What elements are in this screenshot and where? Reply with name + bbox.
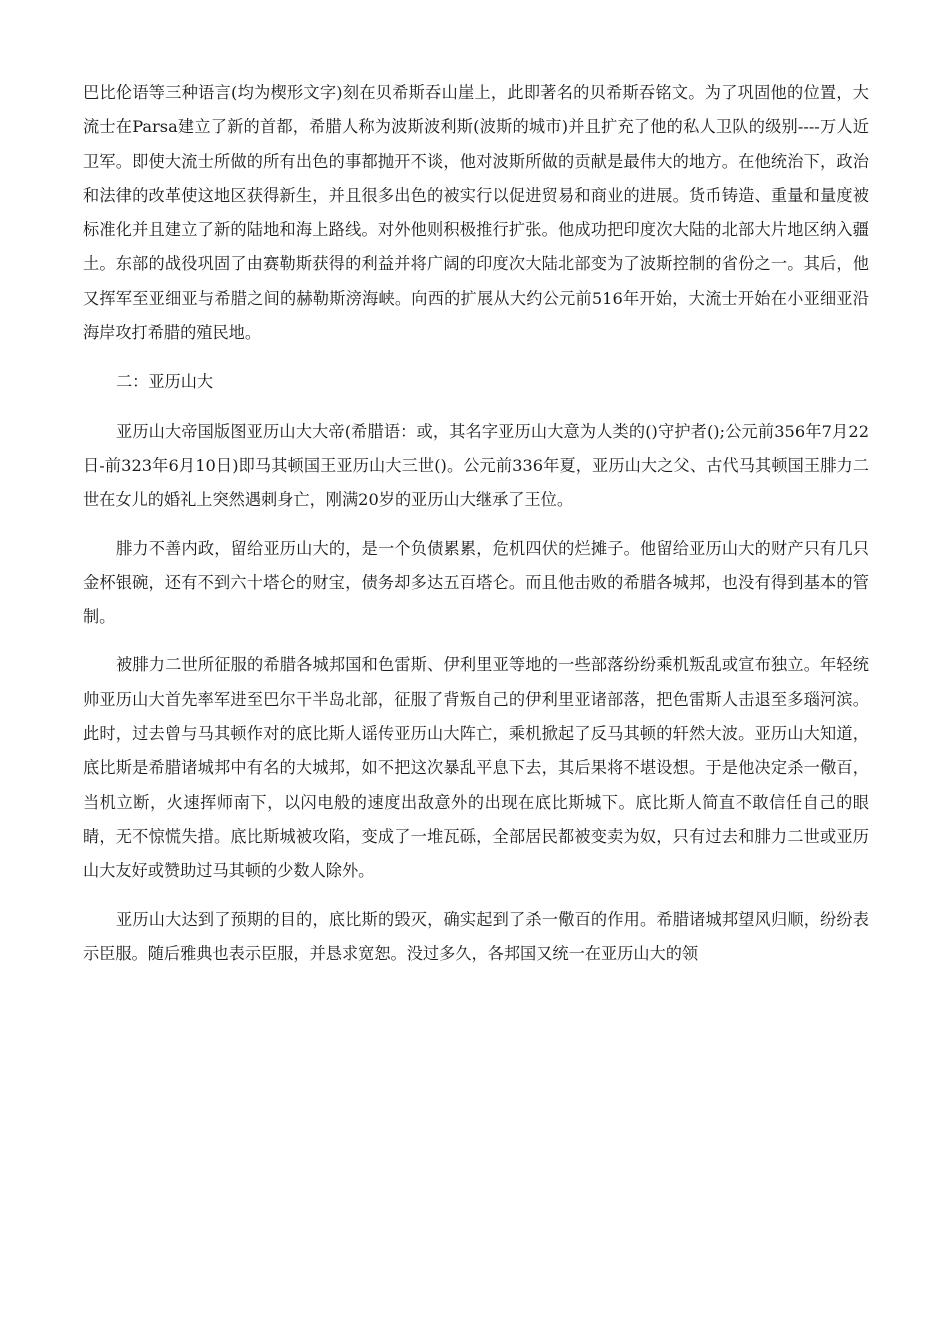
section-heading-alexander: 二：亚历山大 bbox=[116, 372, 214, 392]
paragraph-philip-legacy: 腓力不善内政，留给亚历山大的，是一个负债累累，危机四伏的烂摊子。他留给亚历山大的财产只有几只金杯银碗，还有不到六十塔仑的财宝，债务却多达五百塔仑。而且他击败的希腊各城邦，也没有得到基本的管制。 bbox=[83, 538, 869, 627]
paragraph-greek-submission: 亚历山大达到了预期的目的，底比斯的毁灭，确实起到了杀一儆百的作用。希腊诸城邦望风归顺，纷纷表示臣服。随后雅典也表示臣服，并恳求宽恕。没过多久，各邦国又统一在亚历山大的领 bbox=[83, 909, 869, 963]
paragraph-thebes-revolt: 被腓力二世所征服的希腊各城邦国和色雷斯、伊利里亚等地的一些部落纷纷乘机叛乱或宣布独立。年轻统帅亚历山大首先率军进至巴尔干半岛北部，征服了背叛自己的伊利里亚诸部落，把色雷斯人击退至多瑙河滨。此时，过去曾与马其顿作对的底比斯人谣传亚历山大阵亡，乘机掀起了反马其顿的轩然大波。亚历山大知道，底比斯是希腊诸城邦中有名的大城邦，如不把这次暴乱平息下去，其后果将不堪设想。于是他决定杀一儆百，当机立断，火速挥师南下，以闪电般的速度出敌意外的出现在底比斯城下。底比斯人简直不敢信任自己的眼睛，无不惊慌失措。底比斯城被攻陷，变成了一堆瓦砾，全部居民都被变卖为奴，只有过去和腓力二世或亚历山大友好或赞助过马其顿的少数人除外。 bbox=[83, 655, 869, 881]
paragraph-alexander-intro: 亚历山大帝国版图亚历山大大帝(希腊语：或，其名字亚历山大意为人类的()守护者();公元前356年7月22日-前323年6月10日)即马其顿国王亚历山大三世()。公元前336年夏，亚历山大之父、古代马其顿国王腓力二世在女儿的婚礼上突然遇刺身亡，刚满20岁的亚历山大继承了王位。 bbox=[83, 421, 869, 510]
document-page bbox=[83, 76, 869, 971]
paragraph-darius-continued: 巴比伦语等三种语言(均为楔形文字)刻在贝希斯吞山崖上，此即著名的贝希斯吞铭文。为了巩固他的位置，大流士在Parsa建立了新的首都，希腊人称为波斯波利斯(波斯的城市)并且扩充了他的私人卫队的级别----万人近卫军。即使大流士所做的所有出色的事都抛开不谈，他对波斯所做的贡献是最伟大的地方。在他统治下，政治和法律的改革使这地区获得新生，并且很多出色的被实行以促进贸易和商业的进展。货币铸造、重量和量度被标准化并且建立了新的陆地和海上路线。对外他则积极推行扩张。他成功把印度次大陆的北部大片地区纳入疆土。东部的战役巩固了由赛勒斯获得的利益并将广阔的印度次大陆北部变为了波斯控制的省份之一。其后，他又挥军至亚细亚与希腊之间的赫勒斯滂海峡。向西的扩展从大约公元前516年开始，大流士开始在小亚细亚沿海岸攻打希腊的殖民地。 bbox=[83, 83, 869, 343]
